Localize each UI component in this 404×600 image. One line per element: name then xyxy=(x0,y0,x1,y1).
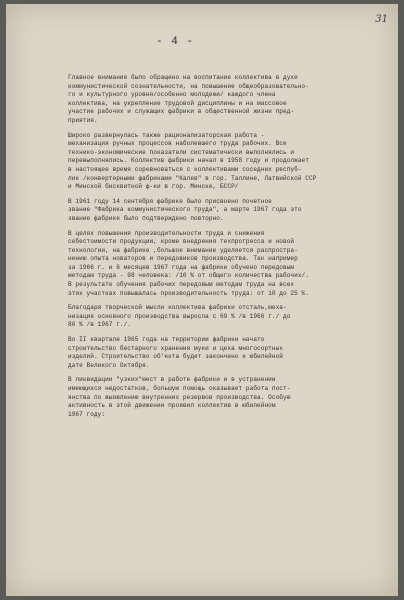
text-line: звание "Фабрика коммунистического труда", а марте 1967 года это xyxy=(68,206,302,214)
text-line: имеющихся недостатков, большую помощь оказывает работа пост- xyxy=(68,385,291,392)
text-line: янства по выявлению внутренних резервов производства. Особую xyxy=(68,393,291,401)
text-line: активность в этой движении проявил коллектив в юбилейном xyxy=(68,402,276,410)
text-line: коммунистической сознательности, на повышение общеобразовательно- xyxy=(68,82,309,90)
text-line: строительство бестарного хранения муки и цеха многосортных xyxy=(68,344,283,352)
text-line: В результате обучения рабочих передовым методам труда на всех xyxy=(68,281,295,289)
text-line: механизация ручных процессов наболевшего труда рабочих. Все xyxy=(68,140,287,148)
text-line: перевыполнялись. Коллектив фабрики начал в 1958 году и продолжает xyxy=(68,157,309,165)
paragraph-5 xyxy=(56,304,386,330)
text-line: коллектива, на укрепление трудовой дисциплины и на массовое xyxy=(68,99,287,107)
paragraph-4 xyxy=(56,230,386,299)
text-line: низация основного производства выросла с 69 % /в 1966 г./ до xyxy=(68,312,291,320)
text-line: звание фабрике было подтверждено повторно. xyxy=(68,214,224,222)
text-line: в настоящее время соревноваться с коллективами соседних респуб- xyxy=(68,165,302,173)
text-line: го и культурного уровня/особенно молодежи/ каждого члена xyxy=(68,91,276,99)
text-line: за 1966 г. и 6 месяцев 1967 года на фабрике обучено передовым xyxy=(68,263,295,271)
text-line: В целях повышения производительности труда и снижения xyxy=(68,229,265,237)
text-line: дате Великого Октября. xyxy=(68,361,150,369)
page-number: - 4 - xyxy=(156,36,195,48)
archive-page-number: 31 xyxy=(375,14,388,25)
paragraph-7 xyxy=(56,376,386,419)
text-line: Благодаря творческой мысли коллектива фабрики отсталь,меха- xyxy=(68,304,287,312)
paragraph-6 xyxy=(56,336,386,370)
document-page xyxy=(6,4,398,596)
text-line: изделий. Строительство об'екта будет закончено к юбилейной xyxy=(68,353,283,361)
paragraph-3 xyxy=(56,198,386,224)
text-line: Главное внимание было обращено на воспитание коллектива в духе xyxy=(68,74,298,81)
text-line: Широко развернулась также рационализаторская работа - xyxy=(68,131,265,139)
paragraph-2 xyxy=(56,132,386,192)
text-line: нению опыта новаторов и передовиков производства. Так например xyxy=(68,255,298,263)
text-line: приятия. xyxy=(68,116,98,124)
text-line: и Минской бисквитной ф-ки в гор. Минске, БССР/ xyxy=(68,183,239,191)
text-line: технологии, на фабрике ,большое внимание уделяется распростра- xyxy=(68,246,298,254)
text-line: себестоимости продукции, кроме внедрения техпрогресса и новой xyxy=(68,238,295,246)
paragraph-1 xyxy=(56,74,386,126)
text-line: технико-экономические показатели систематически выполнялись и xyxy=(68,148,295,156)
text-line: лик /конвертерными фабриками "Калев" в гор. Таллине, Латвийской ССР xyxy=(68,174,317,182)
text-line: Во II квартале 1965 года на территории фабрики начато xyxy=(68,336,265,344)
text-line: 1967 году: xyxy=(68,410,106,418)
document-body xyxy=(56,74,386,425)
text-line: участие рабочих и служащих фабрики в общественной жизни пред- xyxy=(68,108,295,116)
text-line: В 1961 году 14 сентября фабрике было присвоено почетное xyxy=(68,197,272,205)
text-line: этих участках повышалась производительность труда: от 10 до 25 %. xyxy=(68,289,309,297)
text-line: В ликвидации "узких"мест в работе фабрики и в устранении xyxy=(68,376,276,384)
text-line: методам труда - 98 человека: /10 % от общего количества рабочих/. xyxy=(68,272,309,280)
text-line: 80 % /в 1967 г./. xyxy=(68,321,132,329)
